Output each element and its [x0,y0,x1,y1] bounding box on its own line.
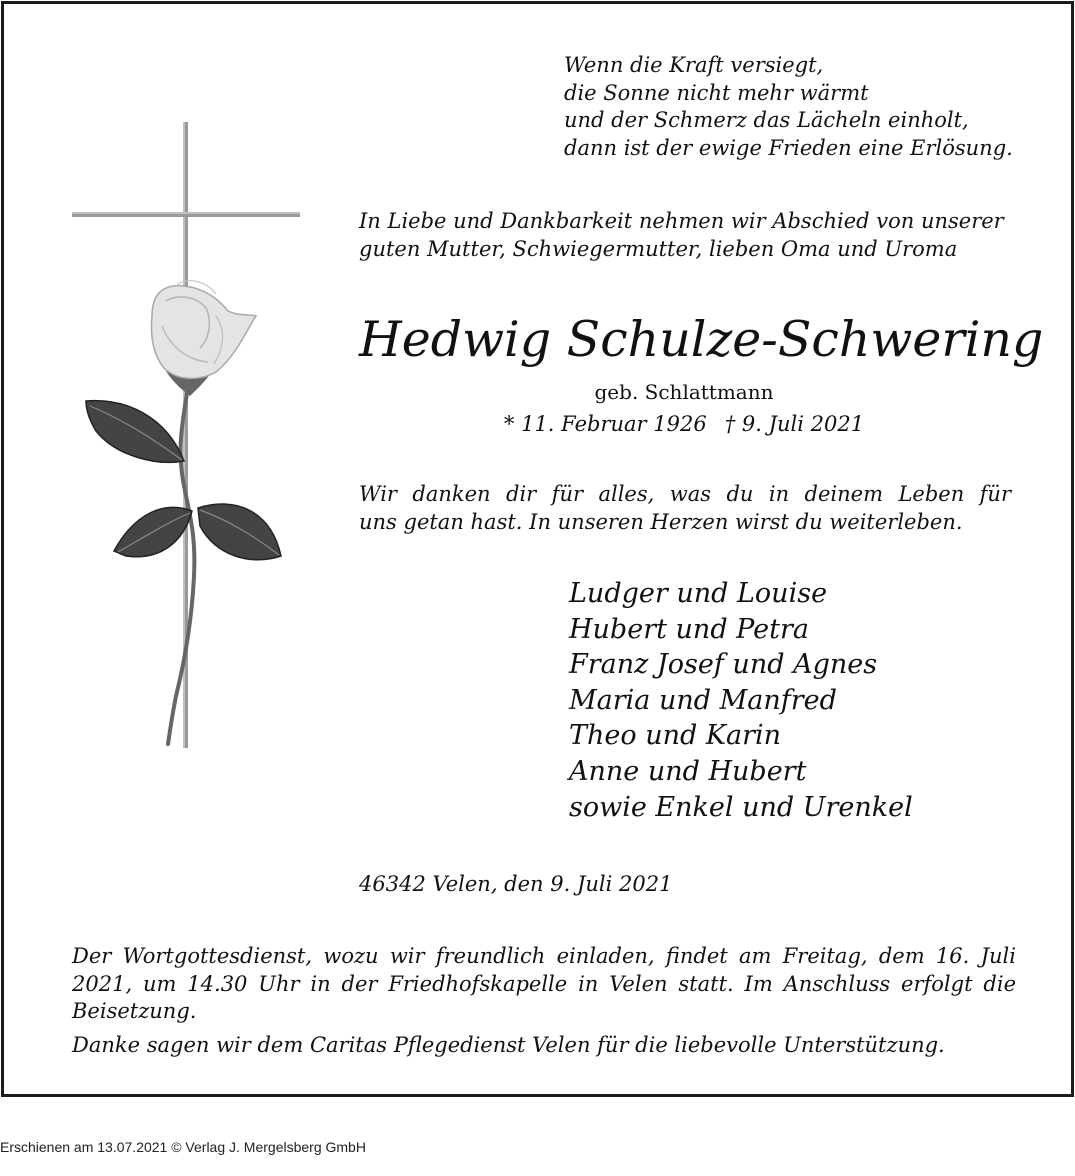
deceased-name: Hedwig Schulze-Schwering [359,311,1044,368]
thanks-text [359,481,1011,536]
service-info [72,943,1016,1059]
intro-line: guten Mutter, Schwiegermutter, lieben Oma und Uroma [359,236,958,261]
place-date: 46342 Velen, den 9. Juli 2021 [359,872,673,896]
thanks-line: uns getan hast. In unseren Herzen wirst du weiterleben. [359,509,963,534]
family-member: Maria und Manfred [569,684,837,716]
cross-rose-image [66,116,316,756]
service-line: 2021, um 14.30 Uhr in der Friedhofskapelle in Velen statt. Im Anschluss erfolgt die [72,971,1016,996]
life-dates [359,409,1009,439]
thanks-line: Wir danken dir für alles, was du in deinem Leben für [359,482,1011,506]
service-line: Beisetzung. [72,999,197,1023]
intro-text [359,208,1019,263]
intro-line: In Liebe und Dankbarkeit nehmen wir Abschied von unserer [359,209,1004,233]
service-line: Der Wortgottesdienst, wozu wir freundlich einladen, findet am Freitag, dem 16. Juli [72,944,1016,968]
family-member: sowie Enkel und Urenkel [569,791,913,823]
poem-line: die Sonne nicht mehr wärmt [564,80,869,105]
obituary-frame [1,1,1074,1097]
death-date: † 9. Juli 2021 [724,412,865,436]
family-member: Franz Josef und Agnes [569,649,878,681]
gratitude-line: Danke sagen wir dem Caritas Pflegedienst Velen für die liebevolle Unterstützung. [72,1032,945,1057]
family-member: Hubert und Petra [569,613,809,645]
poem-line: Wenn die Kraft versiegt, [564,53,824,77]
family-member: Ludger und Louise [569,578,828,609]
family-member: Anne und Hubert [569,755,807,787]
poem [564,52,1044,162]
poem-line: und der Schmerz das Lächeln einholt, [564,108,969,132]
publication-footer: Erschienen am 13.07.2021 © Verlag J. Mergelsberg GmbH [0,1139,366,1155]
poem-line: dann ist der ewige Frieden eine Erlösung. [564,135,1013,160]
family-member: Theo und Karin [569,720,782,752]
family-list [569,576,1039,825]
birth-date: * 11. Februar 1926 [503,412,707,436]
maiden-name: geb. Schlattmann [594,380,774,404]
